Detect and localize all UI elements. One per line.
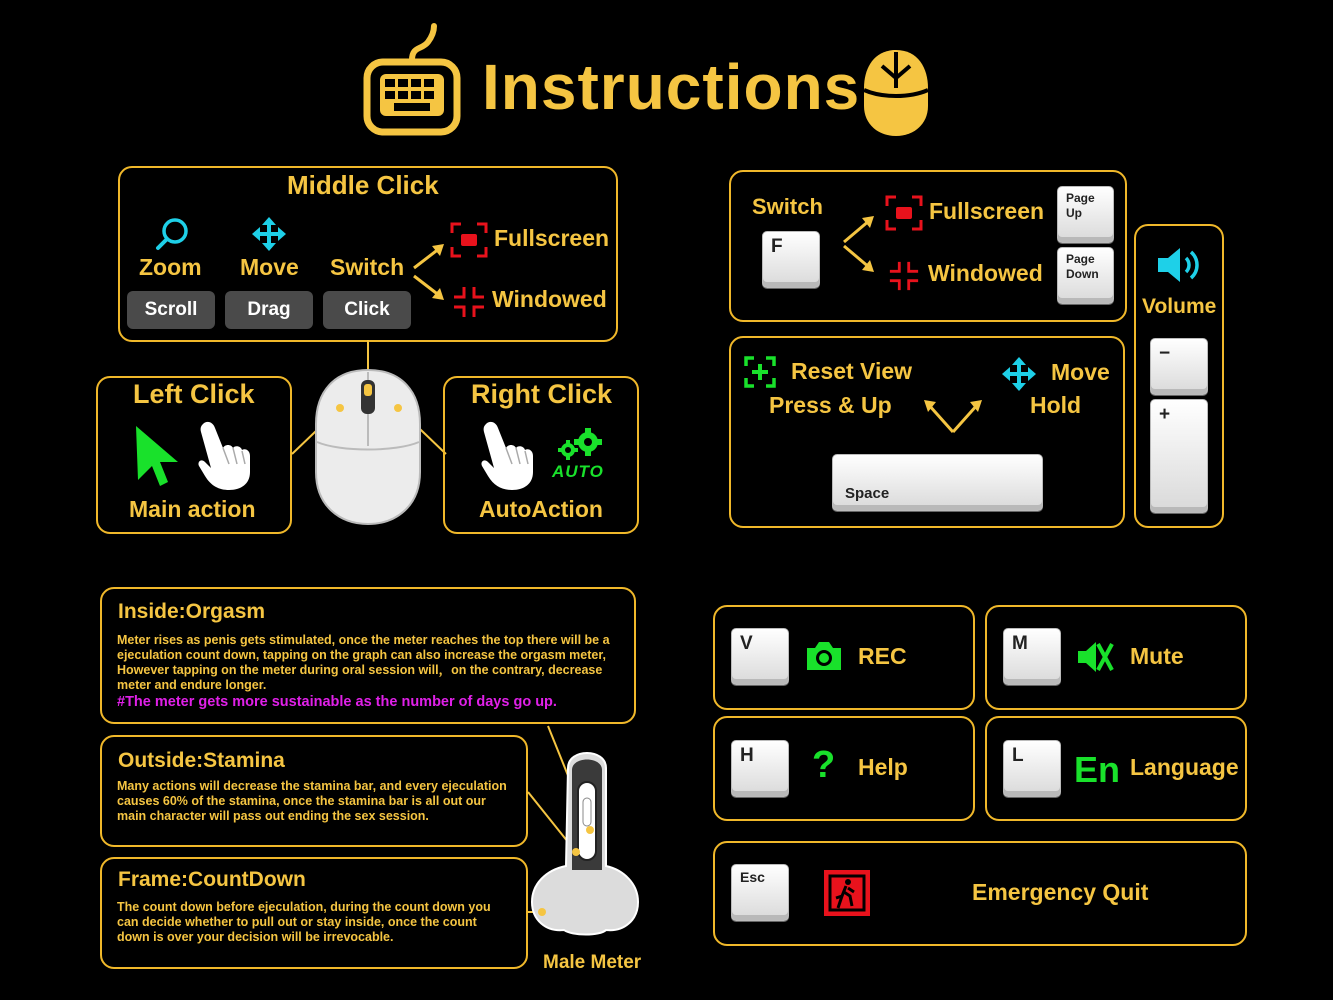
switch-label: Switch bbox=[330, 254, 405, 280]
zoom-icon bbox=[155, 217, 189, 251]
m-key[interactable]: M bbox=[1003, 628, 1061, 685]
f-key[interactable]: F bbox=[762, 231, 820, 288]
move-label: Move bbox=[240, 254, 299, 280]
male-meter-label: Male Meter bbox=[543, 952, 642, 973]
move-label: Move bbox=[1051, 359, 1110, 385]
frame-countdown-description: The count down before ejeculation, during the count down you can decide whether to pull out or stay inside, once the count down is over your decision will be irrevocable. bbox=[117, 900, 491, 944]
fullscreen-label: Fullscreen bbox=[929, 198, 1045, 224]
page-up-key[interactable]: Page Up bbox=[1057, 186, 1114, 243]
move-icon bbox=[1002, 357, 1036, 391]
language-label: Language bbox=[1130, 754, 1239, 780]
speaker-icon bbox=[1156, 246, 1202, 284]
windowed-label: Windowed bbox=[492, 286, 607, 312]
h-key[interactable]: H bbox=[731, 740, 789, 797]
l-key[interactable]: L bbox=[1003, 740, 1061, 797]
windowed-icon bbox=[452, 285, 486, 319]
page-down-key[interactable]: Page Down bbox=[1057, 247, 1114, 304]
page-title: Instructions bbox=[482, 51, 861, 123]
emergency-quit-label: Emergency Quit bbox=[972, 879, 1149, 905]
scroll-button[interactable]: Scroll bbox=[127, 291, 215, 329]
v-key[interactable]: V bbox=[731, 628, 789, 685]
frame-countdown-title: Frame:CountDown bbox=[118, 868, 306, 891]
volume-label: Volume bbox=[1142, 295, 1217, 318]
volume-down-key[interactable]: − bbox=[1150, 338, 1208, 395]
tap-hand-icon bbox=[478, 420, 538, 492]
right-click-action: AutoAction bbox=[479, 496, 603, 522]
mouse-icon bbox=[862, 48, 930, 138]
camera-icon bbox=[805, 640, 843, 672]
reset-view-label: Reset View bbox=[791, 358, 913, 384]
help-icon: ? bbox=[812, 744, 836, 786]
male-meter-graphic bbox=[520, 720, 650, 960]
mouse-graphic bbox=[290, 340, 450, 530]
zoom-label: Zoom bbox=[139, 254, 202, 280]
middle-click-title: Middle Click bbox=[287, 170, 439, 200]
auto-badge: AUTO bbox=[552, 462, 604, 481]
windowed-icon bbox=[888, 260, 920, 292]
keyboard-icon bbox=[362, 22, 462, 137]
switch-arrows-icon bbox=[410, 240, 450, 304]
hold-label: Hold bbox=[1030, 392, 1082, 418]
fullscreen-icon bbox=[885, 195, 923, 231]
mute-label: Mute bbox=[1130, 643, 1184, 669]
split-arrows-icon bbox=[922, 398, 984, 436]
esc-key[interactable]: Esc bbox=[731, 864, 789, 921]
tap-hand-icon bbox=[195, 420, 255, 492]
click-button[interactable]: Click bbox=[323, 291, 411, 329]
inside-orgasm-title: Inside:Orgasm bbox=[118, 600, 266, 623]
reset-view-icon bbox=[744, 356, 776, 388]
press-up-label: Press & Up bbox=[769, 392, 892, 418]
outside-stamina-description: Many actions will decrease the stamina bar, and every ejeculation causes 60% of the stamina, once the stamina bar is all out our main character will pass out ending the sex session. bbox=[117, 779, 507, 823]
language-icon: En bbox=[1074, 749, 1121, 790]
auto-gears-icon bbox=[556, 428, 606, 462]
switch-key-label: Switch bbox=[752, 194, 823, 219]
drag-button[interactable]: Drag bbox=[225, 291, 313, 329]
fullscreen-icon bbox=[450, 222, 488, 258]
outside-stamina-title: Outside:Stamina bbox=[118, 749, 285, 772]
switch-arrows-icon bbox=[840, 210, 880, 278]
move-icon bbox=[252, 217, 286, 251]
inside-orgasm-description: Meter rises as penis gets stimulated, once the meter reaches the top there will be a ejeculation count down, tapping on the graph can also increase the orgasm meter, However tapping on the meter during oral session will，on the contrary, decrease meter and endure longer. #The meter gets more sustainable as the number of days go up. bbox=[117, 633, 610, 710]
fullscreen-label: Fullscreen bbox=[494, 225, 610, 251]
exit-icon bbox=[822, 868, 872, 918]
help-label: Help bbox=[858, 754, 908, 780]
left-click-title: Left Click bbox=[133, 379, 255, 409]
rec-label: REC bbox=[858, 643, 907, 669]
left-click-action: Main action bbox=[129, 496, 256, 522]
space-key[interactable]: Space bbox=[832, 454, 1043, 511]
right-click-title: Right Click bbox=[471, 379, 613, 409]
volume-up-key[interactable]: + bbox=[1150, 399, 1208, 513]
windowed-label: Windowed bbox=[928, 260, 1043, 286]
cursor-icon bbox=[134, 424, 180, 486]
mute-icon bbox=[1076, 640, 1114, 674]
